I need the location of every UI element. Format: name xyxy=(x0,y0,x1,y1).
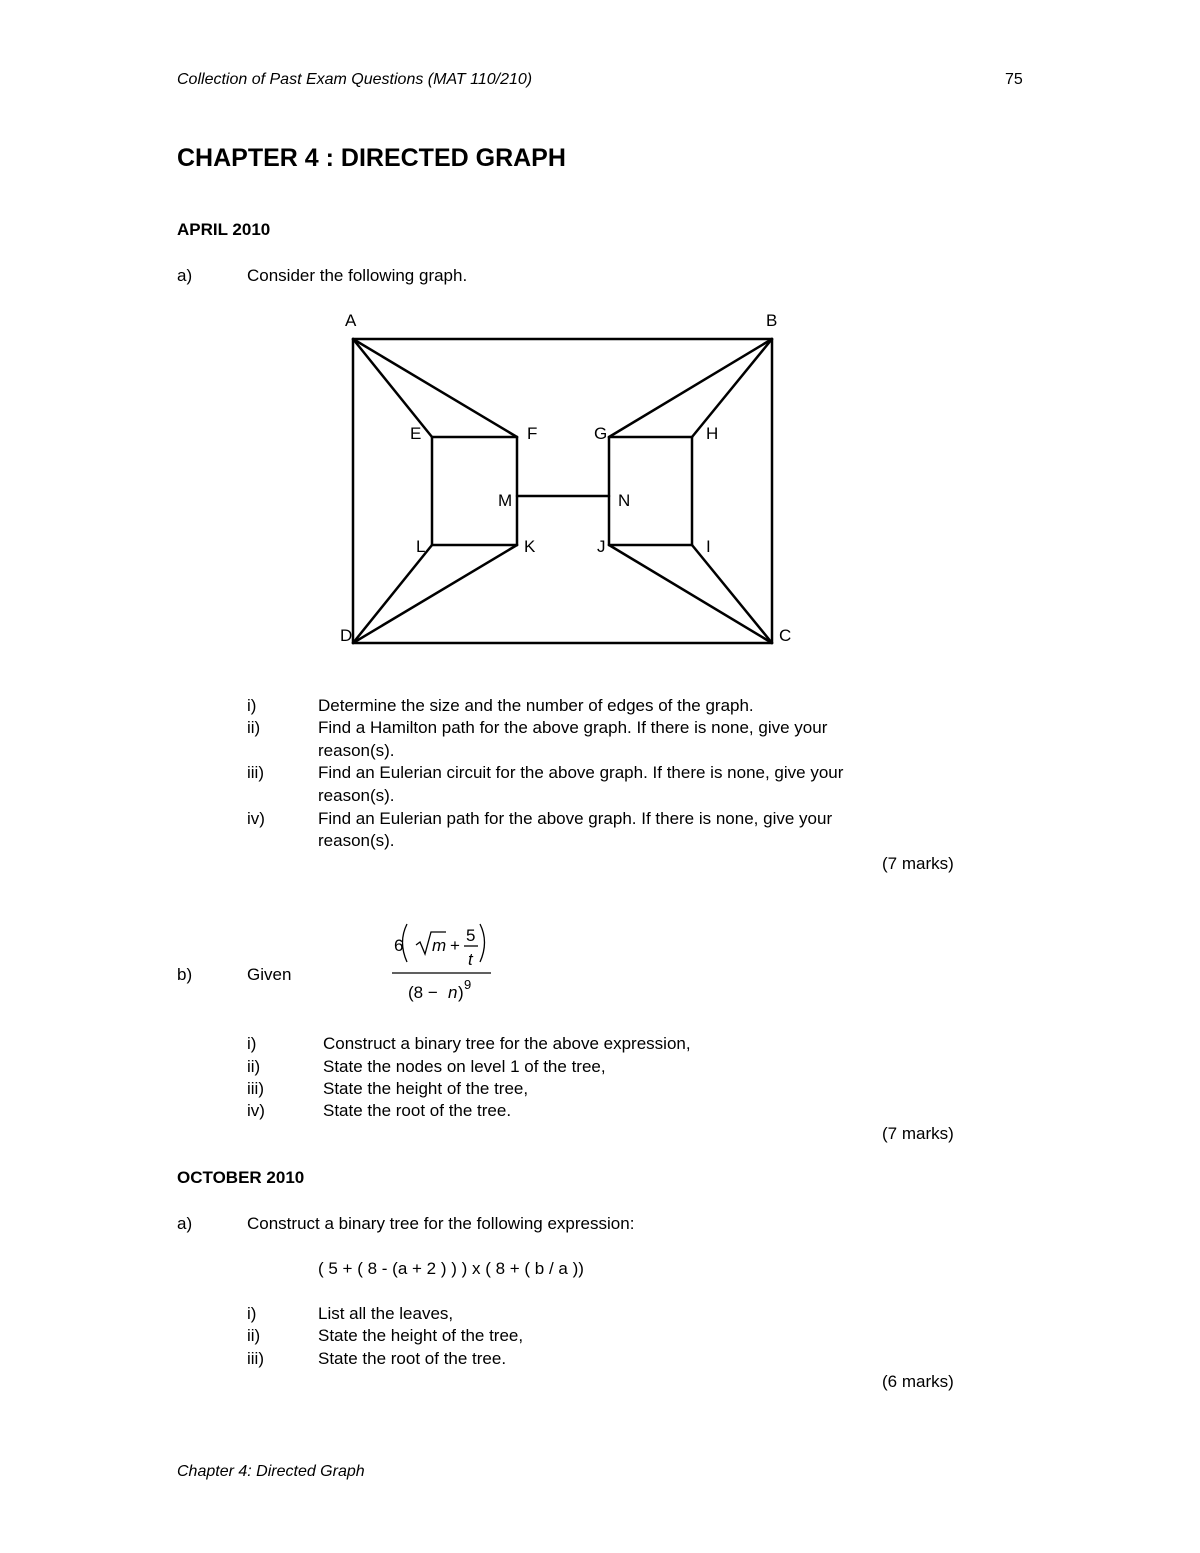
vertex-label-c: C xyxy=(779,626,792,645)
vertex-label-e: E xyxy=(410,424,422,443)
oct-q-ii-num: ii) xyxy=(247,1326,261,1345)
q-b-iv-num: iv) xyxy=(247,1101,265,1120)
q-a-i-line1: Determine the size and the number of edges of the graph. xyxy=(318,696,754,715)
vertex-label-h: H xyxy=(706,424,719,443)
question-b-text: Given xyxy=(247,965,292,984)
oct-expression: ( 5 + ( 8 - (a + 2 ) ) ) x ( 8 + ( b / a )) xyxy=(318,1259,584,1278)
page-header-title: Collection of Past Exam Questions (MAT 110/210) xyxy=(177,71,533,88)
q-a-iii-num: iii) xyxy=(247,763,264,782)
oct-q-i-text: List all the leaves, xyxy=(318,1304,454,1323)
vertex-label-a: A xyxy=(345,311,357,330)
vertex-label-n: N xyxy=(618,491,631,510)
q-a-iii-line2: reason(s). xyxy=(318,786,395,805)
oct-question-a-label: a) xyxy=(177,1214,193,1233)
math-var-m: m xyxy=(432,936,447,955)
question-a-label: a) xyxy=(177,266,193,285)
math-exponent: 9 xyxy=(464,977,472,992)
marks-april-b: (7 marks) xyxy=(882,1124,954,1143)
q-b-ii-text: State the nodes on level 1 of the tree, xyxy=(323,1057,606,1076)
oct-q-iii-text: State the root of the tree. xyxy=(318,1349,507,1368)
vertex-label-i: I xyxy=(706,537,711,556)
q-a-i-num: i) xyxy=(247,696,257,715)
vertex-label-k: K xyxy=(524,537,536,556)
math-expression xyxy=(380,918,520,1008)
page-footer: Chapter 4: Directed Graph xyxy=(177,1463,365,1480)
q-b-iii-text: State the height of the tree, xyxy=(323,1079,529,1098)
q-a-iv-line1: Find an Eulerian path for the above graph. If there is none, give your xyxy=(318,809,833,828)
chapter-title: CHAPTER 4 : DIRECTED GRAPH xyxy=(177,144,566,172)
vertex-label-m: M xyxy=(498,491,513,510)
math-var-n: n xyxy=(448,983,458,1002)
q-b-i-num: i) xyxy=(247,1034,257,1053)
math-denominator-open: (8 − xyxy=(408,983,438,1002)
question-a-text: Consider the following graph. xyxy=(247,266,468,285)
math-var-t: t xyxy=(468,950,473,969)
q-b-iv-text: State the root of the tree. xyxy=(323,1101,512,1120)
math-coefficient: 6 xyxy=(394,936,404,955)
q-a-ii-line1: Find a Hamilton path for the above graph. If there is none, give your xyxy=(318,718,828,737)
q-a-iv-line2: reason(s). xyxy=(318,831,395,850)
math-plus: + xyxy=(450,936,460,955)
oct-q-i-num: i) xyxy=(247,1304,257,1323)
page-number: 75 xyxy=(1005,71,1023,88)
graph-diagram xyxy=(0,0,1200,690)
oct-q-iii-num: iii) xyxy=(247,1349,264,1368)
q-a-iii-line1: Find an Eulerian circuit for the above graph. If there is none, give your xyxy=(318,763,844,782)
oct-question-a-text: Construct a binary tree for the following expression: xyxy=(247,1214,635,1233)
vertex-label-b: B xyxy=(766,311,778,330)
q-a-iv-num: iv) xyxy=(247,809,265,828)
q-a-ii-line2: reason(s). xyxy=(318,741,395,760)
section-heading-april-2010: APRIL 2010 xyxy=(177,220,271,239)
marks-october-a: (6 marks) xyxy=(882,1372,954,1391)
q-b-ii-num: ii) xyxy=(247,1057,261,1076)
q-b-i-text: Construct a binary tree for the above expression, xyxy=(323,1034,691,1053)
marks-april-a: (7 marks) xyxy=(882,854,954,873)
math-numerator-5: 5 xyxy=(466,926,476,945)
vertex-label-j: J xyxy=(597,537,606,556)
vertex-label-l: L xyxy=(416,537,426,556)
section-heading-october-2010: OCTOBER 2010 xyxy=(177,1168,305,1187)
math-denominator-close: ) xyxy=(458,983,464,1002)
oct-q-ii-text: State the height of the tree, xyxy=(318,1326,524,1345)
question-b-label: b) xyxy=(177,965,193,984)
q-a-ii-num: ii) xyxy=(247,718,261,737)
vertex-label-g: G xyxy=(594,424,608,443)
vertex-label-d: D xyxy=(340,626,353,645)
q-b-iii-num: iii) xyxy=(247,1079,264,1098)
vertex-label-f: F xyxy=(527,424,538,443)
